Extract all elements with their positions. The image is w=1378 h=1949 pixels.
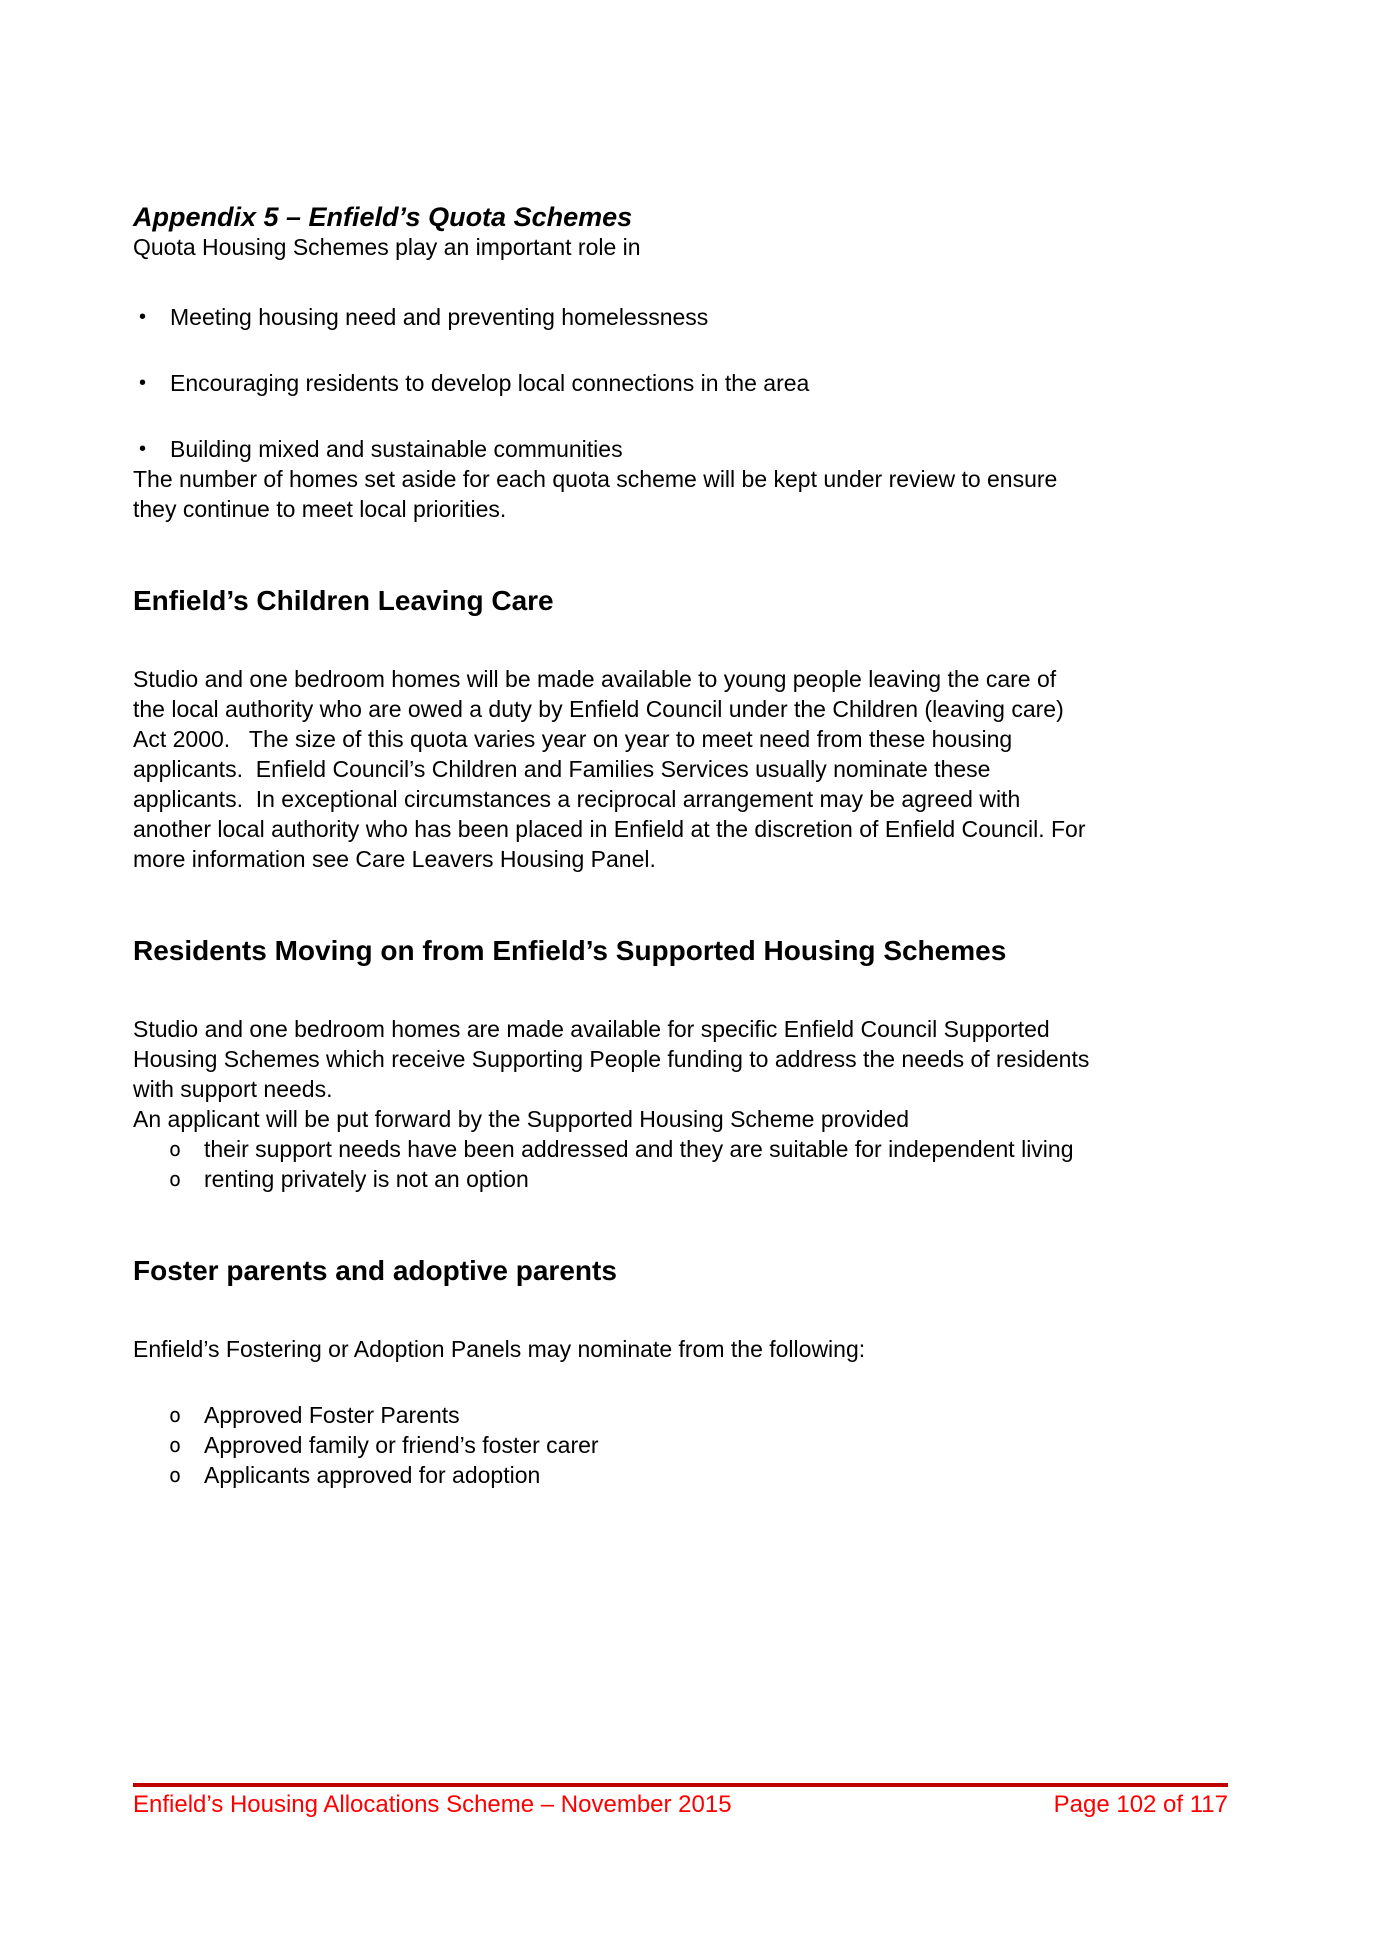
supported-housing-conditions-list — [133, 1134, 1093, 1194]
list-item — [133, 1460, 1093, 1490]
quota-role-bullet-list — [133, 302, 1093, 464]
document-content — [133, 0, 1096, 1490]
nominee-text: Applicants approved for adoption — [204, 1462, 541, 1488]
nominee-text: Approved family or friend’s foster carer — [204, 1432, 599, 1458]
supported-housing-paragraph: Studio and one bedroom homes are made available for specific Enfield Council Supported Housing Schemes which receive Supporting People funding to address the needs of residents with support needs. — [133, 1016, 1096, 1102]
list-item — [133, 302, 1093, 332]
section-heading-supported-housing: Residents Moving on from Enfield’s Supported Housing Schemes — [133, 935, 1007, 966]
footer-page-number: Page 102 of 117 — [1053, 1791, 1228, 1818]
list-item — [133, 368, 1093, 398]
page-title: Appendix 5 – Enfield’s Quota Schemes — [133, 202, 633, 232]
condition-text: renting privately is not an option — [204, 1166, 529, 1192]
circle-bullet-icon: o — [169, 1433, 182, 1457]
page-footer — [133, 1783, 1228, 1820]
section-heading-foster-adoptive: Foster parents and adoptive parents — [133, 1255, 617, 1286]
circle-bullet-icon: o — [169, 1463, 182, 1487]
foster-adoptive-nominee-list — [133, 1400, 1093, 1490]
list-item — [133, 1134, 1093, 1164]
footer-text-row — [133, 1790, 1228, 1820]
supported-housing-provided-intro: An applicant will be put forward by the Supported Housing Scheme provided — [133, 1106, 910, 1132]
bullet-icon: • — [139, 306, 147, 328]
section-heading-children-leaving-care: Enfield’s Children Leaving Care — [133, 585, 554, 616]
foster-adoptive-paragraph: Enfield’s Fostering or Adoption Panels may nominate from the following: — [133, 1336, 866, 1362]
intro-paragraph: Quota Housing Schemes play an important role in — [133, 234, 641, 260]
bullet-text: Building mixed and sustainable communities — [170, 436, 623, 462]
nominee-text: Approved Foster Parents — [204, 1402, 460, 1428]
children-leaving-care-paragraph: Studio and one bedroom homes will be made available to young people leaving the care of the local authority who are owed a duty by Enfield Council under the Children (leaving care) Act 2000. The size of this quota varies year on year to meet need from these housing applicants. Enfield Council’s Children and Families Services usually nominate these applicants. In exceptional circumstances a reciprocal arrangement may be agreed with another local authority who has been placed in Enfield at the discretion of Enfield Council. For more information see Care Leavers Housing Panel. — [133, 666, 1092, 872]
bullet-text: Encouraging residents to develop local connections in the area — [170, 370, 810, 396]
list-item — [133, 1400, 1093, 1430]
footer-document-title: Enfield’s Housing Allocations Scheme – November 2015 — [133, 1791, 732, 1818]
circle-bullet-icon: o — [169, 1137, 182, 1161]
review-note-paragraph: The number of homes set aside for each quota scheme will be kept under review to ensure they continue to meet local priorities. — [133, 466, 1064, 522]
bullet-text: Meeting housing need and preventing homelessness — [170, 304, 709, 330]
bullet-icon: • — [139, 372, 147, 394]
list-item — [133, 434, 1093, 464]
list-item — [133, 1164, 1093, 1194]
footer-rule — [133, 1783, 1228, 1787]
circle-bullet-icon: o — [169, 1403, 182, 1427]
condition-text: their support needs have been addressed and they are suitable for independent living — [204, 1136, 1074, 1162]
circle-bullet-icon: o — [169, 1167, 182, 1191]
list-item — [133, 1430, 1093, 1460]
bullet-icon: • — [139, 438, 147, 460]
